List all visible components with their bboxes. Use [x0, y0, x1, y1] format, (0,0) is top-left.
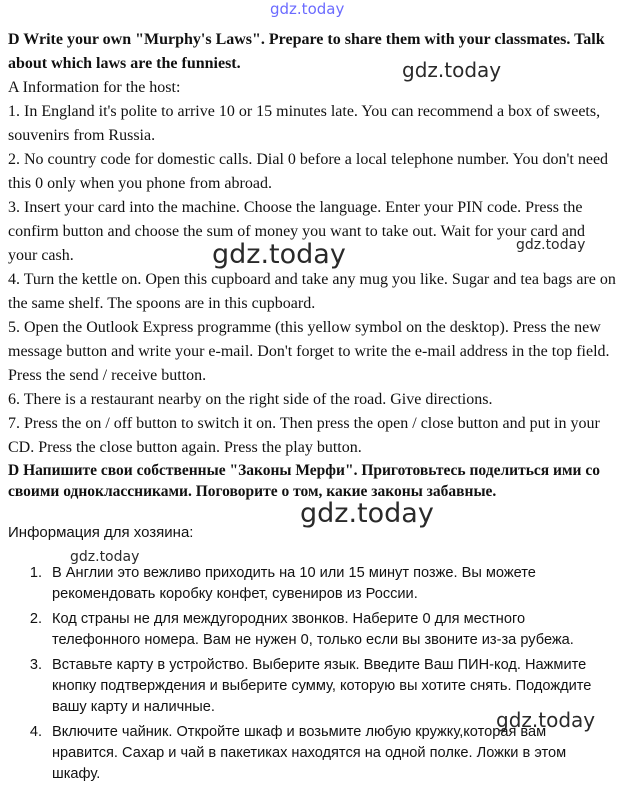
- list-item: [8, 609, 608, 651]
- watermark-overlay: gdz.today: [516, 237, 586, 253]
- list-item-text: Вставьте карту в устройство. Выберите язык. Введите Ваш ПИН-код. Нажмите кнопку подтверждения и выберите сумму, которую вы хотите снять. Подождите вашу карту и наличные.: [52, 657, 592, 715]
- watermark-overlay: gdz.today: [300, 498, 434, 529]
- list-item-text: В Англии это вежливо приходить на 10 или 15 минут позже. Вы можете рекомендовать коробку конфет, сувениров из России.: [52, 565, 536, 602]
- list-item-text: Код страны не для междугородних звонков. Наберите 0 для местного телефонного номера. Вам не нужен 0, только если вы звоните из-за рубежа.: [52, 611, 574, 648]
- english-host-label: A Information for the host:: [8, 79, 181, 96]
- list-item: [8, 563, 608, 605]
- russian-heading: D Напишите свои собственные "Законы Мерфи". Приготовьтесь поделиться ими со своими одноклассниками. Поговорите о том, какие законы забавные.: [8, 462, 600, 500]
- list-item-number: 3.: [29, 657, 42, 673]
- watermark-overlay: gdz.today: [496, 708, 596, 732]
- russian-list: [8, 563, 608, 789]
- watermark-overlay: gdz.today: [70, 549, 140, 565]
- english-item-3: 3. Insert your card into the machine. Choose the language. Enter your PIN code. Press the confirm button and choose the sum of money you want to take out. Wait for your card and your cash.: [8, 199, 585, 264]
- list-item-number: 1.: [29, 565, 42, 581]
- english-item-5: 5. Open the Outlook Express programme (this yellow symbol on the desktop). Press the new message button and write your e-mail. Don't forget to write the e-mail address in the top field. Press the send / receive button.: [8, 319, 610, 384]
- list-item-text: Включите чайник. Откройте шкаф и возьмите любую кружку,которая вам нравится. Сахар и чай в пакетиках находятся на одной полке. Ложки в этом шкафу.: [52, 724, 567, 782]
- english-item-7: 7. Press the on / off button to switch it on. Then press the open / close button and put in your CD. Press the close button again. Press the play button.: [8, 415, 600, 456]
- english-heading: D Write your own "Murphy's Laws". Prepare to share them with your classmates. Talk about which laws are the funniest.: [8, 31, 605, 72]
- list-item-number: 4.: [29, 724, 42, 740]
- list-item-number: 2.: [29, 611, 42, 627]
- english-item-4: 4. Turn the kettle on. Open this cupboard and take any mug you like. Sugar and tea bags are on the same shelf. The spoons are in this cupboard.: [8, 271, 616, 312]
- watermark-top: gdz.today: [270, 0, 345, 18]
- english-item-2: 2. No country code for domestic calls. Dial 0 before a local telephone number. You don't need this 0 only when you phone from abroad.: [8, 151, 609, 192]
- english-item-1: 1. In England it's polite to arrive 10 or 15 minutes late. You can recommend a box of sweets, souvenirs from Russia.: [8, 103, 601, 144]
- watermark-overlay: gdz.today: [402, 58, 502, 82]
- russian-host-label: Информация для хозяина:: [8, 524, 194, 541]
- english-item-6: 6. There is a restaurant nearby on the right side of the road. Give directions.: [8, 391, 493, 408]
- watermark-overlay: gdz.today: [212, 239, 346, 270]
